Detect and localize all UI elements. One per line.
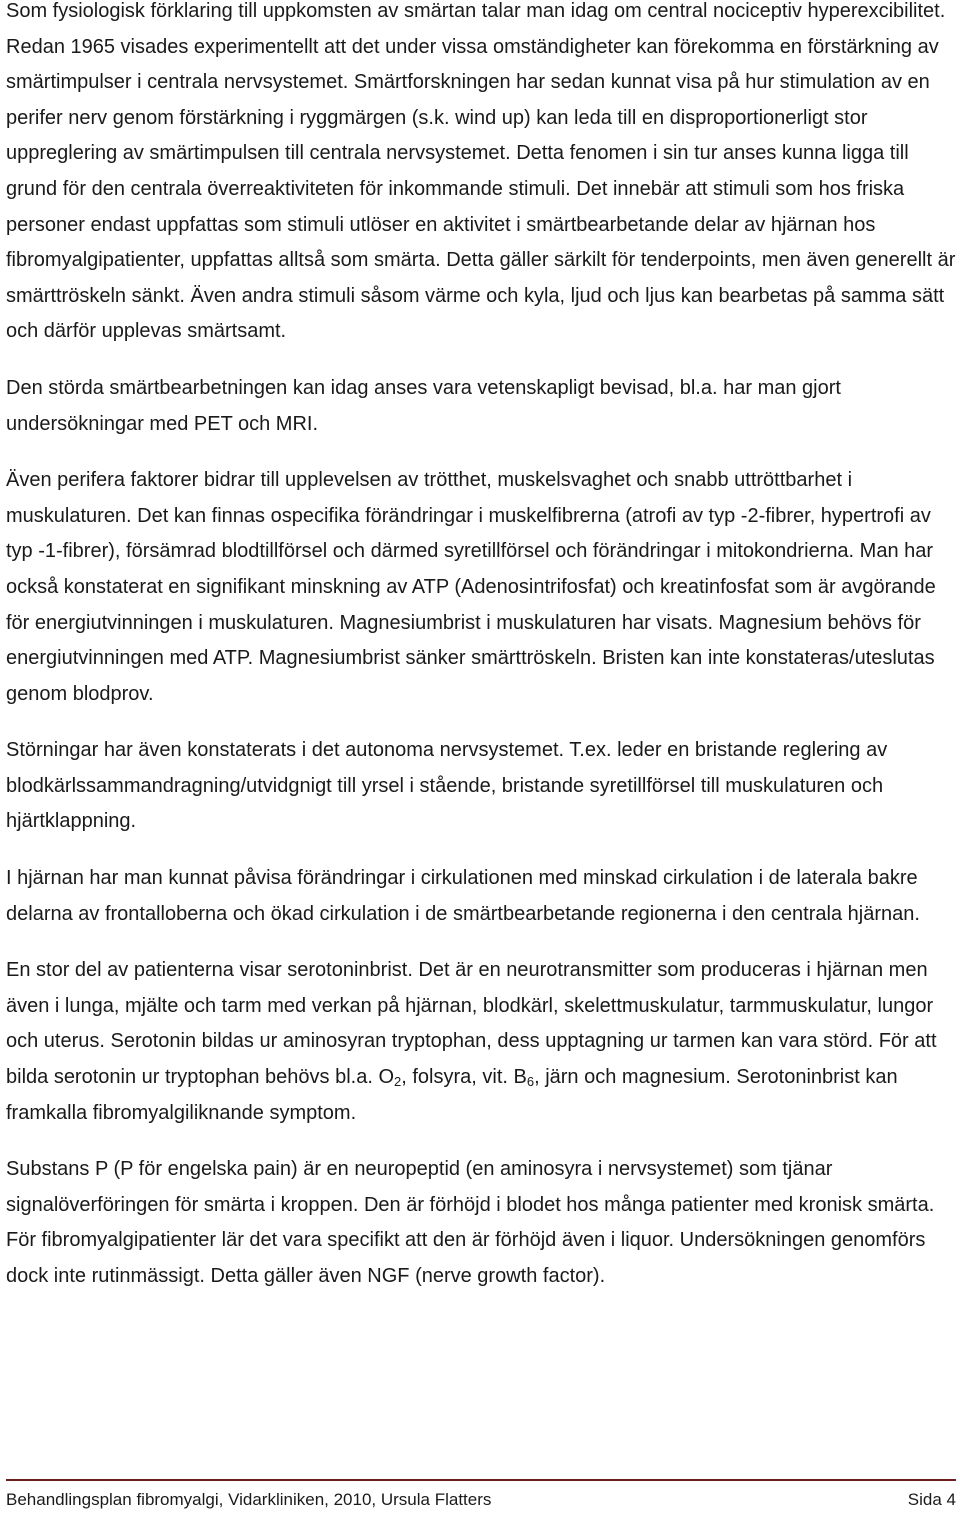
document-body: [6, 0, 956, 1295]
paragraph-brain-circulation: I hjärnan har man kunnat påvisa förändringar i cirkulationen med minskad cirkulation i de laterala bakre delarna av frontalloberna och ökad cirkulation i de smärtbearbetande regionerna i den centrala hjärnan.: [6, 867, 920, 925]
footer-divider: [6, 1479, 956, 1481]
vitamin-b-subscript: 6: [526, 1074, 535, 1090]
paragraph-autonomic-nervous-system: Störningar har även konstaterats i det autonoma nervsystemet. T.ex. leder en bristande reglering av blodkärlssammandragning/utvidgnigt till yrsel i stående, bristande syretillförsel till muskulaturen och hjärtklappning.: [6, 739, 888, 833]
paragraph-central-sensitization: Som fysiologisk förklaring till uppkomsten av smärtan talar man idag om central nociceptiv hyperexcibilitet. Redan 1965 visades experimentellt att det under vissa omständigheter kan förekomma en förstärkning av smärtimpulser i centrala nervsystemet. Smärtforskningen har sedan kunnat visa på hur stimulation av en perifer nerv genom förstärkning i ryggmärgen (s.k. wind up) kan leda till en disproportionerligt stor uppreglering av smärtimpulsen till centrala nervsystemet. Detta fenomen i sin tur anses kunna ligga till grund för den centrala överreaktiviteten för inkommande stimuli. Det innebär att stimuli som hos friska personer endast uppfattas som stimuli utlöser en aktivitet i smärtbearbetande delar av hjärnan hos fibromyalgipatienter, uppfattas alltså som smärta. Detta gäller särkilt för tenderpoints, men även generellt är smärttröskeln sänkt. Även andra stimuli såsom värme och kyla, ljud och ljus kan bearbetas på samma sätt och därför upplevas smärtsamt.: [6, 0, 956, 343]
paragraph-pain-processing-evidence: Den störda smärtbearbetningen kan idag anses vara vetenskapligt bevisad, bl.a. har man gjort undersökningar med PET och MRI.: [6, 376, 841, 435]
serotonin-text-2: , folsyra, vit. B: [401, 1066, 527, 1089]
paragraph-substance-p: Substans P (P för engelska pain) är en neuropeptid (en aminosyra i nervsystemet) som tjänar signalöverföringen för smärta i kroppen. Den är förhöjd i blodet hos många patienter med kronisk smärta. För fibromyalgipatienter lär det vara specifikt att den är förhöjd även i liquor. Undersökningen genomförs dock inte rutinmässigt. Detta gäller även NGF (nerve growth factor).: [6, 1158, 935, 1287]
serotonin-text-1: En stor del av patienterna visar serotoninbrist. Det är en neurotransmitter som produceras i hjärnan men även i lunga, mjälte och tarm med verkan på hjärnan, blodkärl, skelettmuskulatur, tarmmuskulatur, lungor och uterus. Serotonin bildas ur aminosyran tryptophan, dess upptagning ur tarmen kan vara störd. För att bilda serotonin ur tryptophan behövs bl.a. O: [6, 959, 937, 1089]
paragraph-peripheral-factors: Även perifera faktorer bidrar till upplevelsen av trötthet, muskelsvaghet och snabb uttröttbarhet i muskulaturen. Det kan finnas ospecifika förändringar i muskelfibrerna (atrofi av typ -2-fibrer, hypertrofi av typ -1-fibrer), försämrad blodtillförsel och därmed syretillförsel och förändringar i mitokondrierna. Man har också konstaterat en signifikant minskning av ATP (Adenosintrifosfat) och kreatinfosfat som är avgörande för energiutvinningen i muskulaturen. Magnesiumbrist i muskulaturen har visats. Magnesium behövs för energiutvinningen med ATP. Magnesiumbrist sänker smärttröskeln. Bristen kan inte konstateras/uteslutas genom blodprov.: [6, 469, 936, 705]
serotonin-text-3: , järn och magnesium. Serotoninbrist kan framkalla fibromyalgiliknande symptom.: [6, 1066, 898, 1124]
page-footer: [6, 1488, 956, 1512]
footer-page-number: Sida 4: [907, 1490, 956, 1509]
oxygen-subscript: 2: [394, 1074, 402, 1090]
paragraph-serotonin: [6, 953, 956, 1131]
footer-document-title: Behandlingsplan fibromyalgi, Vidarkliniken, 2010, Ursula Flatters: [6, 1490, 492, 1509]
